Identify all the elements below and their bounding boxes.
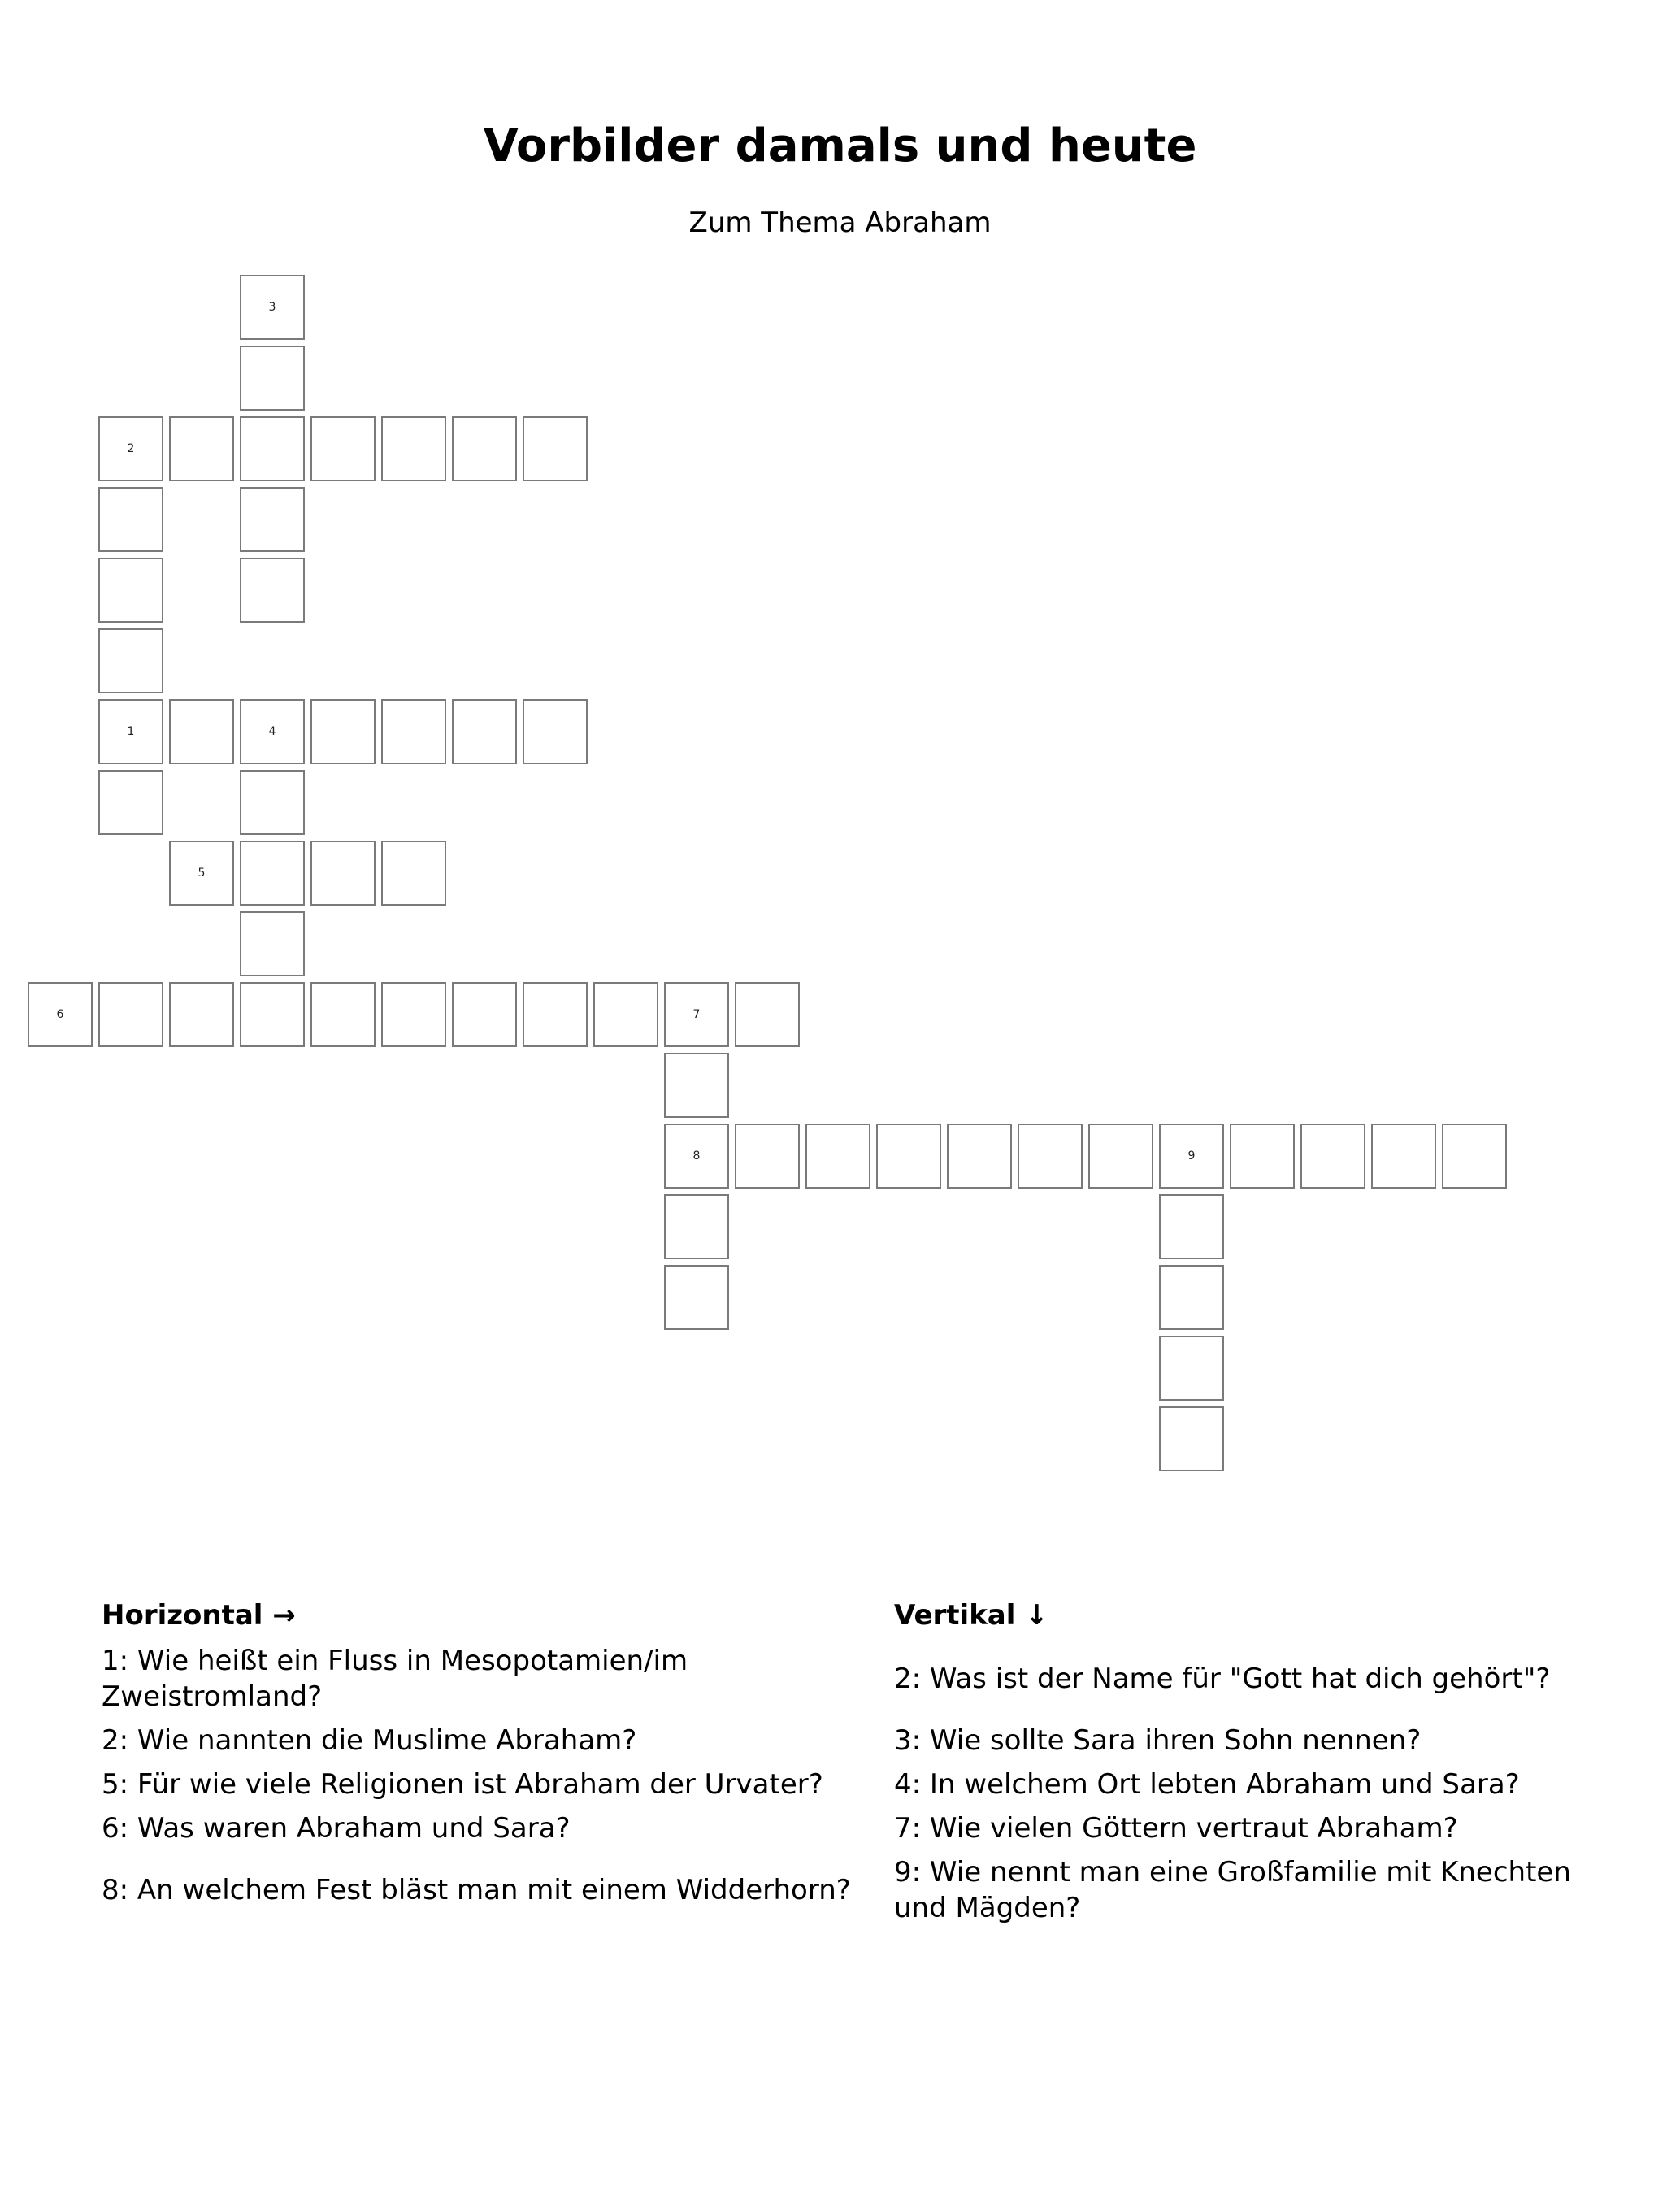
cell-number: 6 [56,1008,64,1021]
vertical-clues [894,1597,1626,1928]
crossword-cell-1[interactable] [98,699,163,764]
crossword-cell[interactable] [664,1265,729,1330]
crossword-cell[interactable] [452,699,517,764]
crossword-cell[interactable] [1159,1406,1224,1471]
clue-h-6: 6: Was waren Abraham und Sara? [102,1812,571,1845]
crossword-cell[interactable] [98,558,163,623]
crossword-cell-4[interactable] [240,699,305,764]
clue-v-9: 9: Wie nennt man eine Großfamilie mit Knechten und Mägden? [894,1856,1571,1924]
clue-v-2: 2: Was ist der Name für "Gott hat dich gehört"? [894,1663,1551,1695]
cell-number: 4 [268,725,276,738]
crossword-cell[interactable] [735,1124,800,1189]
horizontal-clues [102,1597,882,1928]
crossword-cell[interactable] [310,416,376,481]
crossword-cell[interactable] [1230,1124,1295,1189]
clue-h-2: 2: Wie nannten die Muslime Abraham? [102,1724,637,1757]
crossword-cell-6[interactable] [28,982,93,1047]
crossword-cell-3[interactable] [240,275,305,340]
crossword-cell[interactable] [1159,1336,1224,1401]
crossword-cell[interactable] [240,416,305,481]
crossword-cell[interactable] [98,770,163,835]
cell-number: 9 [1187,1150,1196,1163]
crossword-cell[interactable] [169,699,234,764]
crossword-cell[interactable] [523,982,588,1047]
crossword-cell[interactable] [947,1124,1012,1189]
crossword-cell[interactable] [1159,1194,1224,1259]
crossword-cell[interactable] [169,982,234,1047]
page-subtitle: Zum Thema Abraham [688,206,992,239]
cell-number: 1 [127,725,135,738]
crossword-cell[interactable] [1088,1124,1153,1189]
clue-v-3: 3: Wie sollte Sara ihren Sohn nennen? [894,1724,1422,1757]
crossword-cell[interactable] [310,699,376,764]
crossword-cell[interactable] [381,416,446,481]
crossword-cell-9[interactable] [1159,1124,1224,1189]
crossword-cell[interactable] [1300,1124,1365,1189]
crossword-cell[interactable] [310,841,376,906]
crossword-cell-2[interactable] [98,416,163,481]
cell-number: 3 [268,301,276,314]
crossword-cell[interactable] [240,558,305,623]
crossword-cell[interactable] [593,982,658,1047]
crossword-cell[interactable] [240,841,305,906]
crossword-cell[interactable] [1159,1265,1224,1330]
vertical-heading: Vertikal ↓ [894,1599,1048,1632]
cell-number: 7 [692,1008,701,1021]
crossword-cell[interactable] [876,1124,941,1189]
crossword-cell[interactable] [1442,1124,1507,1189]
crossword-cell[interactable] [452,416,517,481]
clue-h-8: 8: An welchem Fest bläst man mit einem Widderhorn? [102,1874,851,1906]
crossword-cell-8[interactable] [664,1124,729,1189]
crossword-cell[interactable] [381,699,446,764]
crossword-cell[interactable] [664,1194,729,1259]
crossword-cell[interactable] [1018,1124,1083,1189]
crossword-cell[interactable] [310,982,376,1047]
clue-h-5: 5: Für wie viele Religionen ist Abraham der Urvater? [102,1768,823,1801]
crossword-cell[interactable] [169,416,234,481]
crossword-cell[interactable] [805,1124,870,1189]
cell-number: 5 [198,867,206,880]
crossword-cell[interactable] [1371,1124,1436,1189]
crossword-cell[interactable] [240,487,305,552]
crossword-cell[interactable] [381,841,446,906]
crossword-cell-5[interactable] [169,841,234,906]
clue-v-7: 7: Wie vielen Göttern vertraut Abraham? [894,1812,1458,1845]
crossword-cell[interactable] [381,982,446,1047]
crossword-cell[interactable] [240,346,305,411]
cell-number: 8 [692,1150,701,1163]
crossword-cell[interactable] [98,628,163,693]
crossword-cell[interactable] [240,770,305,835]
crossword-cell[interactable] [98,982,163,1047]
crossword-cell[interactable] [240,982,305,1047]
clue-v-4: 4: In welchem Ort lebten Abraham und Sara? [894,1768,1520,1801]
crossword-cell[interactable] [664,1053,729,1118]
crossword-cell[interactable] [240,911,305,976]
page-title: Vorbilder damals und heute [483,120,1197,172]
cell-number: 2 [127,442,135,455]
horizontal-heading: Horizontal → [102,1599,296,1632]
crossword-cell[interactable] [523,416,588,481]
crossword-cell[interactable] [98,487,163,552]
clue-h-1: 1: Wie heißt ein Fluss in Mesopotamien/im Zweistromland? [102,1645,688,1713]
crossword-cell[interactable] [523,699,588,764]
crossword-cell-7[interactable] [664,982,729,1047]
crossword-cell[interactable] [735,982,800,1047]
crossword-cell[interactable] [452,982,517,1047]
